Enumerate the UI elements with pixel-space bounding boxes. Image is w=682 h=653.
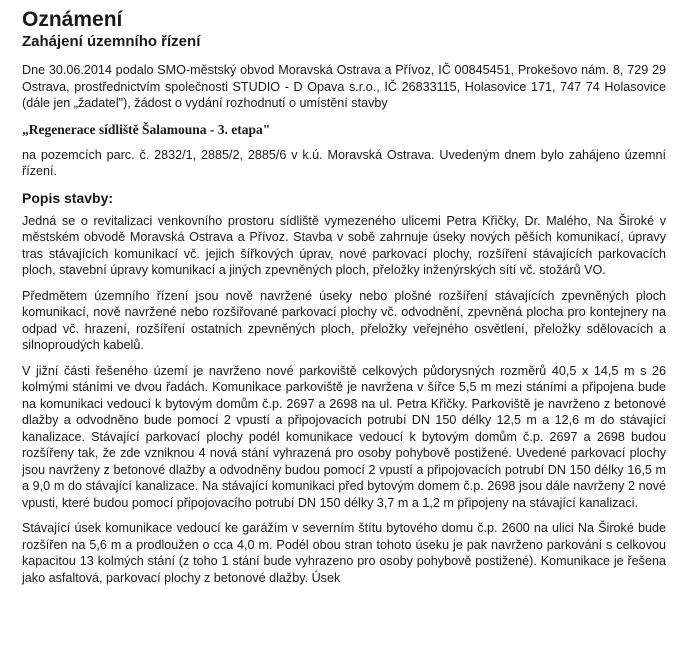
page-subtitle: Zahájení územního řízení: [22, 33, 201, 50]
body-paragraph: Předmětem územního řízení jsou nově navržené úseky nebo plošné rozšíření stávajících zpevněných ploch komunikací, nově navržené nebo rozšiřované parkovací plochy vč. odvodnění, zpevněná plocha pro kontejnery na odpad vč. hrazení, rozšíření ostatních zpevněných ploch, přeložky veřejného osvětlení, přeložky sdělovacích a silnoproudých kabelů.: [22, 288, 666, 352]
body-paragraph: V jižní části řešeného území je navrženo nové parkoviště celkových půdorysných rozměrů 40,5 x 14,5 m s 26 kolmými stáními ve dvou řadách. Komunikace parkoviště je navržena v šířce 5,5 m mezi stáními a připojena bude na komunikaci vedoucí k bytovým domům č.p. 2697 a 2698 na ul. Petra Křičky. Parkoviště je navrženo z betonové dlažby a odvodněno bude pomocí 2 vpustí a připojovacích potrubí DN 150 délky 12,5 m a 12,6 m do stávající kanalizace. Stávající parkovací plochy podél komunikace vedoucí k bytovým domům č.p. 2697 a 2698 budou rozšířeny tak, že zde vzniknou 4 nová stání vyhrazená pro osoby pohybově postižené. Uvedené parkovací plochy jsou navrženy z betonové dlažby a odvodněny budou pomocí 2 vpustí a připojovacích potrubí DN 150 délky 16,5 m a 9,0 m do stávající kanalizace. Na stávající komunikaci před bytovým domem č.p. 2698 jsou dále navrženy 2 nové vpusti, které budou pomocí připojovacího potrubí DN 150 délky 3,7 m a 1,2 m připojeny na stávající kanalizaci.: [22, 363, 666, 510]
page-title: Oznámení: [22, 8, 123, 31]
section-heading: Popis stavby:: [22, 189, 114, 206]
location-paragraph: na pozemcích parc. č. 2832/1, 2885/2, 2885/6 v k.ú. Moravská Ostrava. Uvedeným dnem bylo zahájeno územní řízení.: [22, 147, 666, 178]
body-paragraph: Stávající úsek komunikace vedoucí ke garážím v severním štítu bytového domu č.p. 2600 na ulici Na Široké bude rozšířen na 5,6 m a prodloužen o cca 4,0 m. Podél obou stran tohoto úseku je pak navrženo parkování s celkovou kapacitou 13 kolmých stání (z toho 1 stání bude vyhrazeno pro osoby pohybově postižené). Komunikace je řešena jako asfaltová, parkovací plochy z betonové dlažby. Úsek: [22, 521, 666, 585]
intro-paragraph: Dne 30.06.2014 podalo SMO-městský obvod Moravská Ostrava a Přívoz, IČ 00845451, Prokešovo nám. 8, 729 29 Ostrava, prostřednictvím společnosti STUDIO - D Opava s.r.o., IČ 26833115, Holasovice 171, 747 74 Holasovice (dále jen „žadatel"), žádost o vydání rozhodnutí o umístění stavby: [22, 63, 666, 110]
body-paragraph: Jedná se o revitalizaci venkovního prostoru sídliště vymezeného ulicemi Petra Křičky, Dr. Malého, Na Široké v městském obvodě Moravská Ostrava a Přívoz. Stavba v sobě zahrnuje úseky nových pěších komunikací, úpravy tras stávajících komunikací vč. jejich šířkových úprav, nové parkovací plochy, rozšíření stávajících parkovacích ploch, stavební úpravy komunikací a jiných zpevněných ploch, přeložky inženýrských sítí vč. stožárů VO.: [22, 213, 666, 277]
project-name: „Regenerace sídliště Šalamouna - 3. etapa": [22, 121, 271, 137]
